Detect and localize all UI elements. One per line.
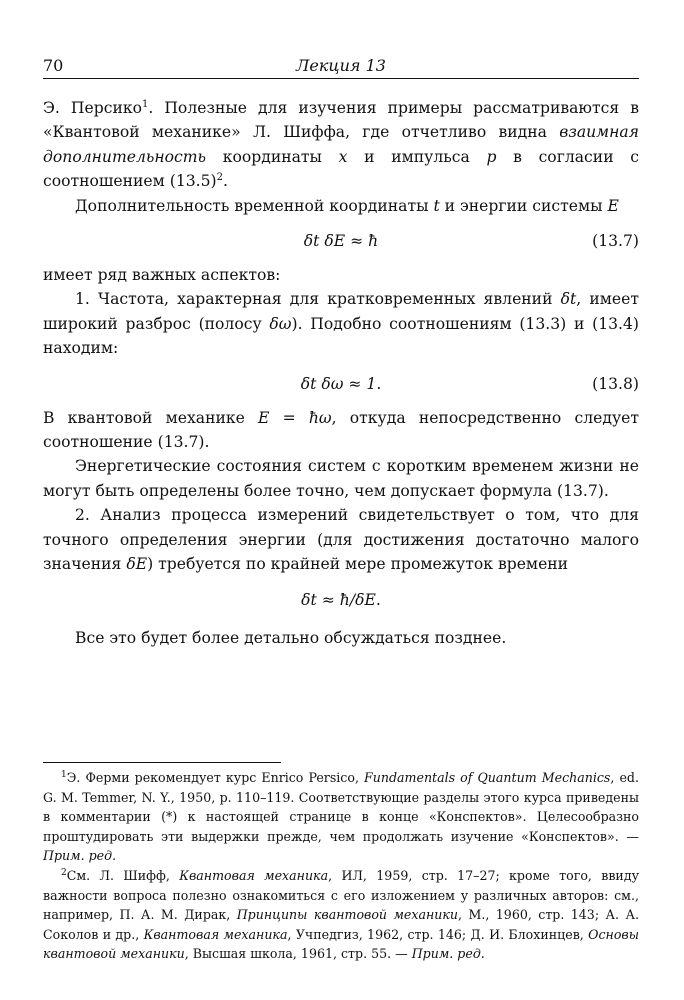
paragraph-8: Все это будет более детально обсуждаться позднее.	[75, 628, 507, 647]
text-run: Э. Ферми рекомендует курс Enrico Persico,	[66, 770, 365, 785]
math-variable: δω	[269, 314, 292, 333]
book-title: Основы квантовой механики	[43, 926, 639, 962]
text-run: .	[223, 172, 228, 191]
editor-note: Прим. ред.	[411, 946, 485, 962]
text-run: , Высшая школа, 1961, стр. 55. —	[184, 946, 412, 962]
text-run: в согласии с соотношением (13.5)	[43, 147, 639, 191]
text-run: координаты	[206, 147, 339, 166]
main-text	[43, 96, 639, 650]
paragraph-6: Энергетические состояния систем с коротким временем жизни не могут быть определены более точно, чем допускает формула (13.7).	[43, 457, 639, 500]
emphasis-term: взаимная дополнительность	[43, 123, 639, 166]
equation-13-8	[43, 372, 639, 396]
paragraph-3: имеет ряд важных аспектов:	[43, 266, 281, 285]
footnote-2	[43, 866, 639, 964]
editor-note: Прим. ред.	[43, 848, 117, 864]
text-run: 2. Анализ процесса измерений свидетельствует о том, что для точного определения энергии (для достижения достаточно малого значения	[43, 506, 639, 574]
book-title: Квантовая механика	[143, 926, 288, 942]
footnote-marker: 2	[61, 867, 67, 878]
header-rule	[43, 78, 639, 79]
text-run: , ИЛ, 1959, стр. 17–27; кроме того, ввиду важности вопроса полезно ознакомиться с его изложением у различных авторов: см., например, П. А. М. Дирак,	[43, 867, 639, 923]
equation-expression: δt δE ≈ ħ	[303, 232, 379, 251]
text-run: и энергии системы	[439, 196, 608, 215]
math-variable: p	[486, 147, 497, 166]
equation-unnumbered	[43, 588, 639, 612]
text-run: , Учпедгиз, 1962, стр. 146; Д. И. Блохинцев,	[287, 926, 589, 942]
text-run: , ed. G. M. Temmer, N. Y., 1950, p. 110–119. Соответствующие разделы этого курса приведены в комментарии (*) к настоящей странице в конце «Конспектов». Целесообразно проштудировать эти выдержки прежде, чем продолжать изучение «Конспектов». —	[43, 770, 639, 844]
equation-expression: δt δω ≈ 1.	[300, 374, 382, 393]
paragraph-5	[43, 406, 639, 455]
text-run: См. Л. Шифф,	[66, 867, 180, 883]
footnote-marker-1: 1	[141, 98, 149, 110]
text-run: , откуда непосредственно следует соотношение (13.7).	[43, 408, 639, 452]
book-title: Fundamentals of Quantum Mechanics	[364, 770, 611, 785]
math-variable: δt	[560, 290, 577, 309]
equation-number: (13.7)	[592, 232, 639, 251]
text-run: Дополнительность временной координаты	[75, 196, 434, 215]
paragraph-1	[43, 96, 639, 194]
text-run: Э. Персико	[43, 99, 142, 117]
math-variable: E	[607, 196, 619, 215]
math-variable: t	[433, 196, 440, 215]
running-title: Лекция 13	[296, 56, 386, 75]
text-run: . Полезные для изучения примеры рассматриваются в «Квантовой механике» Л. Шиффа, где отчетливо видна	[43, 99, 639, 142]
page-header	[43, 56, 639, 78]
page-number: 70	[43, 56, 64, 75]
text-run: ) требуется по крайней мере промежуток времени	[147, 555, 569, 574]
book-title: Принципы квантовой механики	[236, 907, 459, 923]
footnotes	[43, 768, 639, 964]
text-run: В квантовой механике	[43, 408, 259, 427]
math-variable: x	[338, 147, 348, 166]
equation-expression: δt ≈ ħ/δE.	[301, 590, 381, 609]
text-run: 1. Частота, характерная для кратковременных явлений	[75, 290, 561, 309]
paragraph-2	[43, 194, 639, 218]
text-run: , М., 1960, стр. 143; А. А. Соколов и др.,	[43, 907, 639, 942]
footnote-1	[43, 768, 639, 866]
paragraph-7	[43, 503, 639, 576]
book-title: Квантовая механика	[179, 867, 329, 883]
footnote-rule	[43, 762, 281, 763]
text-run: и импульса	[347, 147, 487, 166]
text-run: , имеет широкий разброс (полосу	[43, 290, 639, 333]
math-variable: δE	[126, 555, 148, 574]
paragraph-4	[43, 287, 639, 360]
math-variable: E = ħω	[258, 408, 332, 427]
footnote-marker-2: 2	[216, 172, 224, 184]
equation-13-7	[43, 229, 639, 253]
footnote-marker: 1	[61, 769, 67, 780]
text-run: ). Подобно соотношениям (13.3) и (13.4) находим:	[43, 314, 639, 358]
equation-number: (13.8)	[592, 374, 639, 393]
